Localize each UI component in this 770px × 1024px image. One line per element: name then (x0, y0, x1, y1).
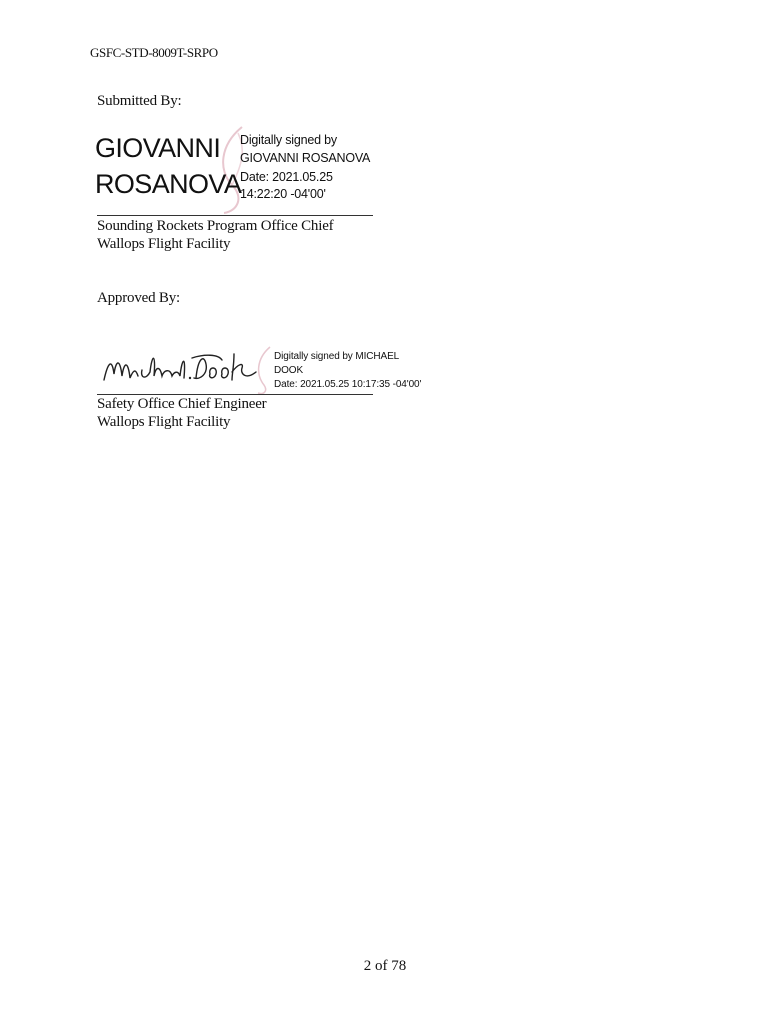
signed-by-line2: GIOVANNI ROSANOVA (240, 151, 371, 165)
signature-date-line2: 14:22:20 -04'00' (240, 187, 326, 201)
approver-signed-by-line2: DOOK (274, 365, 304, 376)
approver-signed-by-line1: Digitally signed by MICHAEL (274, 351, 400, 362)
submitter-title: Sounding Rockets Program Office Chief (97, 218, 334, 234)
approver-title: Safety Office Chief Engineer (97, 396, 267, 412)
document-id: GSFC-STD-8009T-SRPO (90, 45, 218, 60)
approver-signature-date: Date: 2021.05.25 10:17:35 -04'00' (274, 379, 422, 390)
page-number: 2 of 78 (363, 958, 407, 974)
signed-by-line1: Digitally signed by (240, 133, 337, 147)
signature-line (97, 394, 373, 395)
signer-name-line2: ROSANOVA (95, 169, 242, 199)
approver-organization: Wallops Flight Facility (97, 414, 231, 430)
approved-by-label: Approved By: (97, 290, 181, 306)
signature-date-line1: Date: 2021.05.25 (240, 170, 333, 184)
signature-watermark-icon (250, 345, 276, 395)
handwritten-signature-icon (100, 348, 260, 390)
signature-line (97, 215, 373, 216)
submitter-organization: Wallops Flight Facility (97, 236, 231, 252)
signer-name-line1: GIOVANNI (95, 133, 221, 163)
submitted-by-label: Submitted By: (97, 93, 182, 109)
